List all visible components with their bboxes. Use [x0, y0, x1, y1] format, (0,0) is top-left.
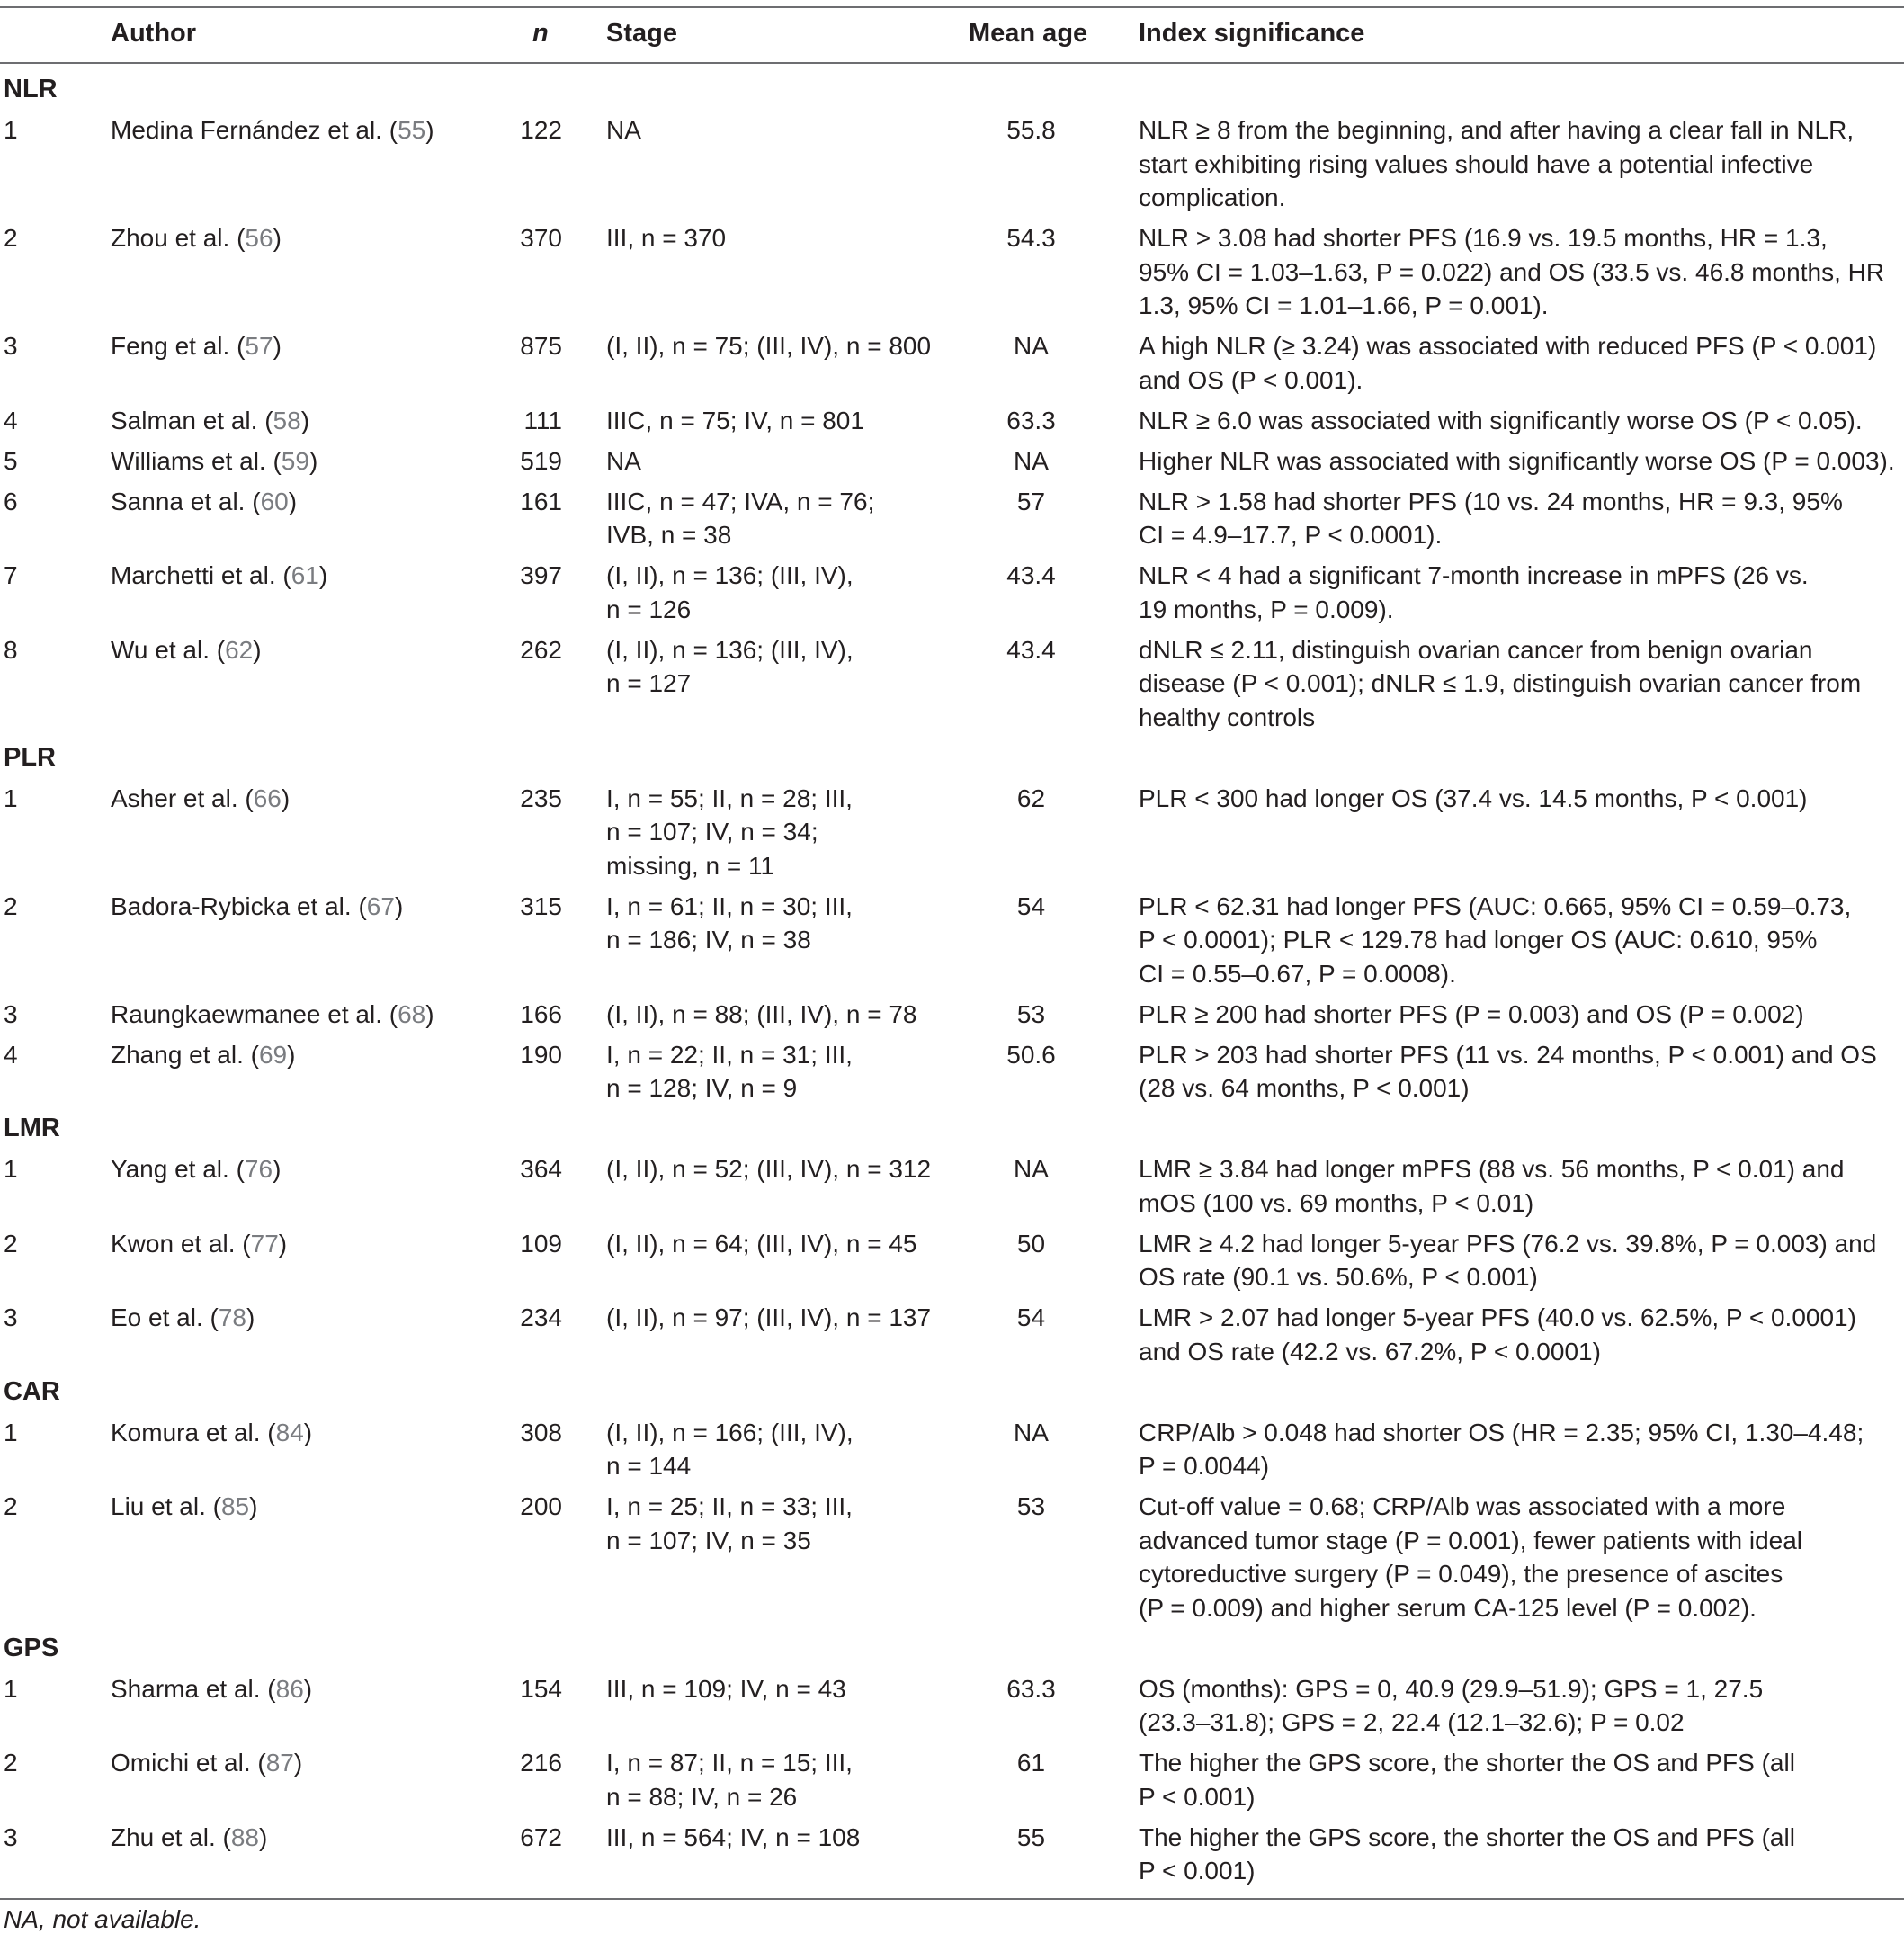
index-significance-cell: The higher the GPS score, the shorter the OS and PFS (all P < 0.001)	[1139, 1749, 1795, 1811]
table-bottom-rule	[0, 1898, 1904, 1900]
header-mean-age: Mean age	[969, 19, 1088, 48]
reference-link[interactable]: 87	[265, 1749, 294, 1777]
stage-cell: I, n = 22; II, n = 31; III, n = 128; IV, n = 9	[606, 1040, 853, 1102]
stage-cell: III, n = 370	[606, 224, 727, 252]
reference-close-paren: )	[281, 783, 291, 812]
author-name: Liu et al. (	[111, 1492, 221, 1520]
author-name: Salman et al. (	[111, 406, 273, 434]
author-cell	[111, 998, 434, 1032]
mean-age-cell: 63.3	[1006, 1674, 1056, 1703]
reference-close-paren: )	[246, 1303, 255, 1331]
reference-close-paren: )	[303, 1674, 313, 1703]
author-cell	[111, 485, 297, 519]
header-stage: Stage	[606, 19, 677, 48]
sample-size: 875	[520, 332, 562, 360]
sample-size: 190	[520, 1040, 562, 1069]
index-significance-cell: NLR < 4 had a significant 7-month increase in mPFS (26 vs. 19 months, P = 0.009).	[1139, 561, 1809, 623]
reference-link[interactable]: 85	[220, 1492, 250, 1520]
reference-close-paren: )	[303, 1418, 313, 1446]
author-name: Kwon et al. (	[111, 1229, 251, 1258]
sample-size: 234	[520, 1303, 562, 1331]
index-significance-cell: A high NLR (≥ 3.24) was associated with reduced PFS (P < 0.001) and OS (P < 0.001).	[1139, 332, 1877, 394]
row-number: 8	[4, 635, 18, 664]
index-significance-cell: NLR > 3.08 had shorter PFS (16.9 vs. 19.5 months, HR = 1.3, 95% CI = 1.03–1.63, P = 0.022) and OS (33.5 vs. 46.8 months, HR 1.3, 95% CI = 1.01–1.66, P = 0.001).	[1139, 224, 1885, 319]
author-cell	[111, 329, 282, 363]
reference-link[interactable]: 66	[253, 783, 282, 812]
sample-size: 519	[520, 446, 562, 475]
index-significance-cell: OS (months): GPS = 0, 40.9 (29.9–51.9); GPS = 1, 27.5 (23.3–31.8); GPS = 2, 22.4 (12.1–32.6); P = 0.02	[1139, 1674, 1764, 1736]
table-header-rule	[0, 62, 1904, 64]
mean-age-cell: 53	[1016, 1492, 1046, 1520]
author-cell	[111, 1672, 312, 1706]
stage-cell: I, n = 55; II, n = 28; III, n = 107; IV, n = 34; missing, n = 11	[606, 783, 853, 880]
reference-close-paren: )	[249, 1492, 258, 1520]
stage-cell: (I, II), n = 88; (III, IV), n = 78	[606, 999, 917, 1028]
header-author: Author	[111, 19, 197, 48]
author-name: Asher et al. (	[111, 783, 254, 812]
author-name: Zhou et al. (	[111, 224, 246, 252]
reference-link[interactable]: 59	[281, 446, 309, 475]
mean-age-cell: 57	[1016, 487, 1046, 515]
stage-cell: NA	[606, 116, 641, 144]
index-significance-cell: NLR ≥ 8 from the beginning, and after having a clear fall in NLR, start exhibiting rising values should have a potential infective complication.	[1139, 116, 1855, 211]
mean-age-cell: NA	[1014, 1418, 1049, 1446]
author-cell	[111, 559, 327, 593]
author-cell	[111, 221, 282, 255]
reference-close-paren: )	[300, 406, 310, 434]
author-name: Badora-Rybicka et al. (	[111, 891, 367, 920]
reference-link[interactable]: 60	[260, 487, 289, 515]
stage-cell: NA	[606, 446, 641, 475]
author-name: Zhu et al. (	[111, 1822, 231, 1851]
author-name: Raungkaewmanee et al. (	[111, 999, 398, 1028]
author-name: Komura et al. (	[111, 1418, 276, 1446]
author-cell	[111, 1038, 295, 1072]
row-number: 1	[4, 1418, 18, 1446]
section-label: PLR	[4, 742, 56, 772]
section-label: CAR	[4, 1376, 60, 1406]
reference-link[interactable]: 69	[258, 1040, 288, 1069]
reference-close-paren: )	[253, 635, 262, 664]
reference-close-paren: )	[394, 891, 404, 920]
index-significance-cell: LMR > 2.07 had longer 5-year PFS (40.0 vs. 62.5%, P < 0.0001) and OS rate (42.2 vs. 67.2%, P < 0.0001)	[1139, 1303, 1856, 1365]
sample-size: 315	[520, 891, 562, 920]
reference-close-paren: )	[425, 999, 434, 1028]
reference-close-paren: )	[273, 224, 282, 252]
sample-size: 216	[520, 1749, 562, 1777]
sample-size: 370	[520, 224, 562, 252]
mean-age-cell: NA	[1014, 1155, 1049, 1183]
index-significance-cell: CRP/Alb > 0.048 had shorter OS (HR = 2.35; 95% CI, 1.30–4.48; P = 0.0044)	[1139, 1418, 1864, 1480]
stage-cell: III, n = 564; IV, n = 108	[606, 1822, 861, 1851]
author-cell	[111, 633, 262, 667]
author-cell	[111, 1821, 267, 1855]
reference-link[interactable]: 58	[273, 406, 301, 434]
author-name: Wu et al. (	[111, 635, 226, 664]
row-number: 2	[4, 224, 18, 252]
stage-cell: I, n = 87; II, n = 15; III, n = 88; IV, n = 26	[606, 1749, 853, 1811]
reference-link[interactable]: 57	[245, 332, 273, 360]
stage-cell: (I, II), n = 64; (III, IV), n = 45	[606, 1229, 917, 1258]
reference-close-paren: )	[308, 446, 318, 475]
author-cell	[111, 782, 290, 816]
reference-close-paren: )	[293, 1749, 303, 1777]
reference-close-paren: )	[318, 561, 328, 589]
row-number: 3	[4, 332, 18, 360]
mean-age-cell: 53	[1016, 999, 1046, 1028]
author-name: Yang et al. (	[111, 1155, 245, 1183]
stage-cell: (I, II), n = 75; (III, IV), n = 800	[606, 332, 932, 360]
stage-cell: (I, II), n = 166; (III, IV), n = 144	[606, 1418, 854, 1480]
sample-size: 364	[520, 1155, 562, 1183]
mean-age-cell: 43.4	[1006, 561, 1056, 589]
section-label: GPS	[4, 1633, 59, 1662]
row-number: 2	[4, 891, 18, 920]
sample-size: 262	[520, 635, 562, 664]
reference-link[interactable]: 86	[275, 1674, 304, 1703]
sample-size: 154	[520, 1674, 562, 1703]
reference-link[interactable]: 61	[291, 561, 319, 589]
row-number: 3	[4, 1822, 18, 1851]
stage-cell: IIIC, n = 75; IV, n = 801	[606, 406, 864, 434]
sample-size: 200	[520, 1492, 562, 1520]
section-label: NLR	[4, 75, 58, 103]
reference-link[interactable]: 55	[398, 116, 426, 144]
index-significance-cell: NLR ≥ 6.0 was associated with significantly worse OS (P < 0.05).	[1139, 406, 1863, 434]
author-name: Williams et al. (	[111, 446, 282, 475]
stage-cell: (I, II), n = 136; (III, IV), n = 127	[606, 635, 854, 697]
mean-age-cell: 54	[1016, 891, 1046, 920]
author-name: Sanna et al. (	[111, 487, 261, 515]
mean-age-cell: 54	[1016, 1303, 1046, 1331]
author-cell	[111, 404, 309, 438]
author-cell	[111, 1301, 255, 1335]
stage-cell: (I, II), n = 52; (III, IV), n = 312	[606, 1155, 932, 1183]
row-number: 3	[4, 999, 18, 1028]
index-significance-cell: PLR > 203 had shorter PFS (11 vs. 24 months, P < 0.001) and OS (28 vs. 64 months, P < 0.001)	[1139, 1040, 1877, 1102]
author-cell	[111, 1227, 287, 1261]
reference-link[interactable]: 77	[250, 1229, 279, 1258]
author-cell	[111, 890, 403, 924]
reference-close-paren: )	[287, 1040, 296, 1069]
index-significance-cell: PLR < 300 had longer OS (37.4 vs. 14.5 months, P < 0.001)	[1139, 783, 1808, 812]
row-number: 4	[4, 406, 18, 434]
reference-link[interactable]: 78	[218, 1303, 246, 1331]
author-cell	[111, 113, 434, 148]
reference-close-paren: )	[273, 332, 282, 360]
mean-age-cell: 63.3	[1006, 406, 1056, 434]
row-number: 1	[4, 116, 18, 144]
reference-link[interactable]: 62	[225, 635, 254, 664]
author-cell	[111, 1416, 312, 1450]
mean-age-cell: 50	[1016, 1229, 1046, 1258]
sample-size: 308	[520, 1418, 562, 1446]
reference-close-paren: )	[273, 1155, 282, 1183]
row-number: 7	[4, 561, 18, 589]
sample-size: 397	[520, 561, 562, 589]
mean-age-cell: 62	[1016, 783, 1046, 812]
author-cell	[111, 1746, 302, 1780]
row-number: 2	[4, 1229, 18, 1258]
sample-size: 166	[520, 999, 562, 1028]
sample-size: 161	[520, 487, 562, 515]
row-number: 4	[4, 1040, 18, 1069]
author-name: Marchetti et al. (	[111, 561, 291, 589]
author-name: Omichi et al. (	[111, 1749, 266, 1777]
author-cell	[111, 444, 317, 479]
sample-size: 111	[523, 406, 562, 434]
mean-age-cell: 43.4	[1006, 635, 1056, 664]
author-name: Eo et al. (	[111, 1303, 219, 1331]
mean-age-cell: 55	[1016, 1822, 1046, 1851]
sample-size: 672	[520, 1822, 562, 1851]
row-number: 6	[4, 487, 18, 515]
mean-age-cell: NA	[1014, 446, 1049, 475]
index-significance-cell: Cut-off value = 0.68; CRP/Alb was associated with a more advanced tumor stage (P = 0.001), fewer patients with ideal cytoreductive surgery (P = 0.049), the presence of ascites (P = 0.009) and higher serum CA-125 level (P = 0.002).	[1139, 1492, 1803, 1622]
reference-close-paren: )	[259, 1822, 268, 1851]
author-name: Zhang et al. (	[111, 1040, 259, 1069]
reference-link[interactable]: 67	[366, 891, 395, 920]
stage-cell: (I, II), n = 136; (III, IV), n = 126	[606, 561, 854, 623]
mean-age-cell: 50.6	[1006, 1040, 1056, 1069]
row-number: 1	[4, 783, 18, 812]
reference-close-paren: )	[278, 1229, 288, 1258]
author-cell	[111, 1490, 257, 1524]
index-significance-cell: LMR ≥ 4.2 had longer 5-year PFS (76.2 vs. 39.8%, P = 0.003) and OS rate (90.1 vs. 50.6%, P < 0.001)	[1139, 1229, 1877, 1291]
index-significance-cell: NLR > 1.58 had shorter PFS (10 vs. 24 months, HR = 9.3, 95% CI = 4.9–17.7, P < 0.0001).	[1139, 487, 1843, 549]
index-significance-cell: LMR ≥ 3.84 had longer mPFS (88 vs. 56 months, P < 0.01) and mOS (100 vs. 69 months, P < 0.01)	[1139, 1155, 1845, 1217]
row-number: 1	[4, 1155, 18, 1183]
index-significance-cell: The higher the GPS score, the shorter the OS and PFS (all P < 0.001)	[1139, 1822, 1795, 1885]
table-header	[0, 0, 1904, 63]
author-name: Feng et al. (	[111, 332, 246, 360]
header-index-significance: Index significance	[1139, 19, 1365, 48]
index-significance-cell: Higher NLR was associated with significantly worse OS (P = 0.003).	[1139, 446, 1895, 475]
sample-size: 122	[520, 116, 562, 144]
stage-cell: III, n = 109; IV, n = 43	[606, 1674, 846, 1703]
author-name: Medina Fernández et al. (	[111, 116, 398, 144]
header-n: n	[532, 19, 549, 48]
author-name: Sharma et al. (	[111, 1674, 276, 1703]
reference-link[interactable]: 56	[245, 224, 273, 252]
reference-link[interactable]: 68	[398, 999, 426, 1028]
stage-cell: I, n = 61; II, n = 30; III, n = 186; IV, n = 38	[606, 891, 853, 954]
stage-cell: I, n = 25; II, n = 33; III, n = 107; IV, n = 35	[606, 1492, 853, 1554]
mean-age-cell: 55.8	[1006, 116, 1056, 144]
mean-age-cell: 54.3	[1006, 224, 1056, 252]
reference-close-paren: )	[288, 487, 298, 515]
mean-age-cell: 61	[1016, 1749, 1046, 1777]
row-number: 3	[4, 1303, 18, 1331]
author-cell	[111, 1152, 281, 1186]
reference-link[interactable]: 76	[244, 1155, 273, 1183]
reference-link[interactable]: 88	[230, 1822, 259, 1851]
row-number: 2	[4, 1749, 18, 1777]
reference-close-paren: )	[425, 116, 434, 144]
stage-cell: IIIC, n = 47; IVA, n = 76; IVB, n = 38	[606, 487, 875, 549]
index-significance-cell: dNLR ≤ 2.11, distinguish ovarian cancer from benign ovarian disease (P < 0.001); dNLR ≤ 1.9, distinguish ovarian cancer from healthy controls	[1139, 635, 1862, 731]
sample-size: 109	[520, 1229, 562, 1258]
row-number: 5	[4, 446, 18, 475]
sample-size: 235	[520, 783, 562, 812]
stage-cell: (I, II), n = 97; (III, IV), n = 137	[606, 1303, 932, 1331]
section-label: LMR	[4, 1114, 60, 1142]
row-number: 2	[4, 1492, 18, 1520]
index-significance-cell: PLR ≥ 200 had shorter PFS (P = 0.003) and OS (P = 0.002)	[1139, 999, 1804, 1028]
reference-link[interactable]: 84	[275, 1418, 304, 1446]
mean-age-cell: NA	[1014, 332, 1049, 360]
table-footnote: NA, not available.	[4, 1905, 201, 1933]
index-significance-cell: PLR < 62.31 had longer PFS (AUC: 0.665, 95% CI = 0.59–0.73, P < 0.0001); PLR < 129.78 had longer OS (AUC: 0.610, 95% CI = 0.55–0.67, P = 0.0008).	[1139, 891, 1852, 988]
row-number: 1	[4, 1674, 18, 1703]
